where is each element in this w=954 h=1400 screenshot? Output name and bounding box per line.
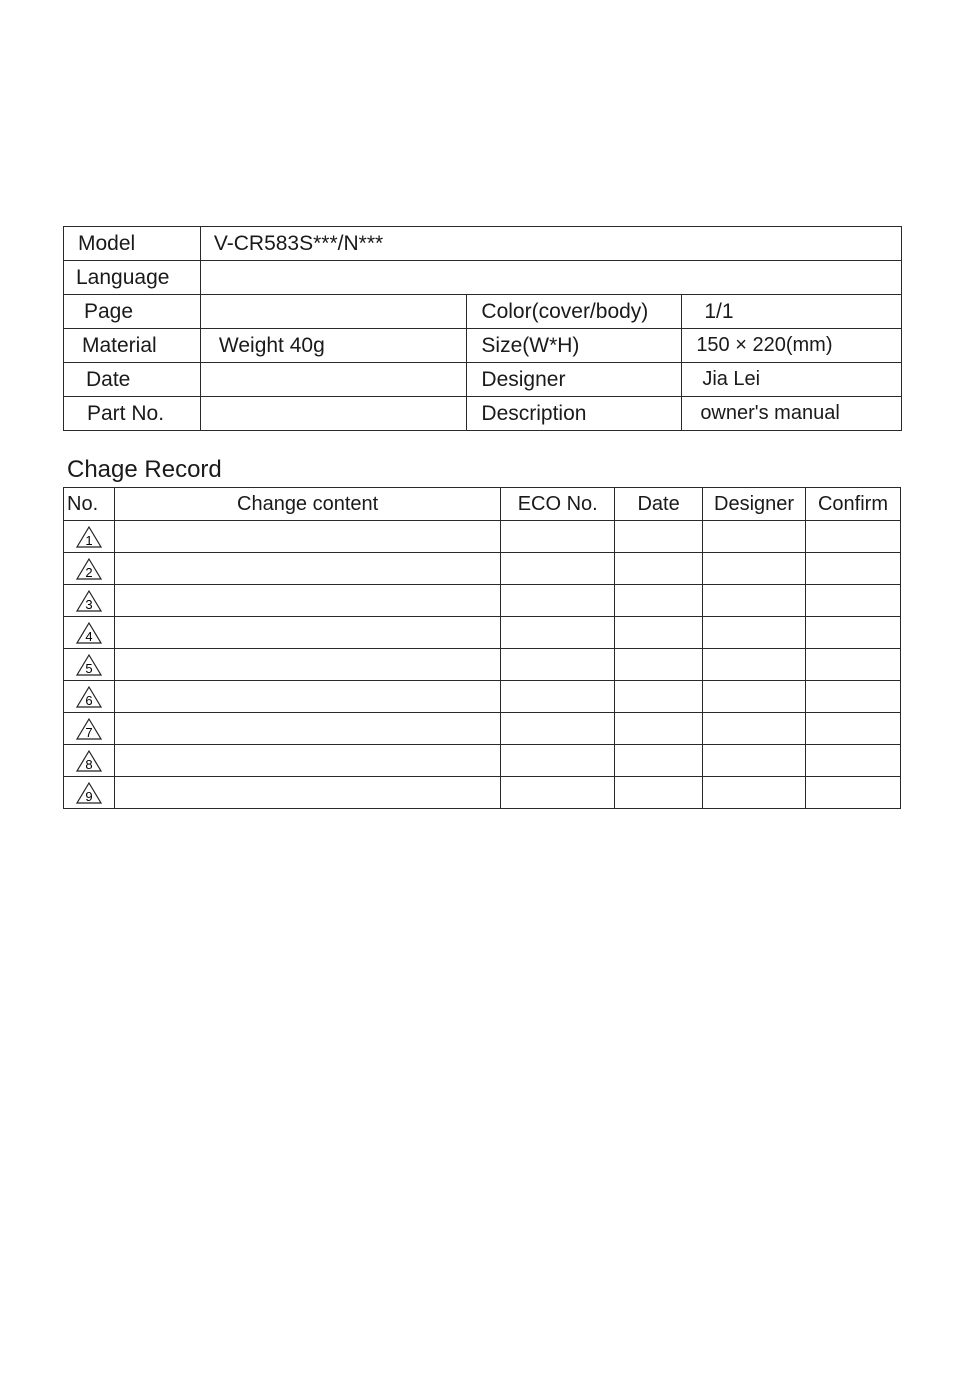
change-record-row <box>64 745 901 777</box>
change-content-cell <box>114 617 500 649</box>
change-record-row <box>64 585 901 617</box>
confirm-cell <box>806 617 901 649</box>
revision-triangle-icon <box>75 589 103 613</box>
eco-no-cell <box>501 681 615 713</box>
size-label: Size(W*H) <box>467 329 682 363</box>
date-cell <box>615 649 703 681</box>
designer-label: Designer <box>467 363 682 397</box>
confirm-cell <box>806 553 901 585</box>
eco-no-cell <box>501 745 615 777</box>
change-content-cell <box>114 521 500 553</box>
revision-number: 8 <box>85 756 93 772</box>
designer-cell <box>703 553 806 585</box>
revision-marker-cell <box>64 521 115 553</box>
designer-cell <box>703 681 806 713</box>
model-value: V-CR583S***/N*** <box>200 227 901 261</box>
revision-number: 1 <box>85 532 93 548</box>
eco-no-cell <box>501 521 615 553</box>
designer-cell <box>703 649 806 681</box>
revision-number: 2 <box>85 564 93 580</box>
date-cell <box>615 553 703 585</box>
revision-number: 5 <box>85 660 93 676</box>
date-cell <box>615 777 703 809</box>
spec-row-partno <box>64 397 902 431</box>
date-label: Date <box>64 363 201 397</box>
revision-number: 3 <box>85 596 93 612</box>
header-no: No. <box>64 488 115 521</box>
revision-marker-cell <box>64 553 115 585</box>
model-label: Model <box>64 227 201 261</box>
designer-cell <box>703 521 806 553</box>
change-content-cell <box>114 713 500 745</box>
date-cell <box>615 521 703 553</box>
change-record-title: Chage Record <box>67 456 222 483</box>
change-content-cell <box>114 649 500 681</box>
date-cell <box>615 617 703 649</box>
revision-triangle-icon <box>75 717 103 741</box>
size-value: 150 × 220(mm) <box>682 329 902 363</box>
color-value: 1/1 <box>682 295 902 329</box>
confirm-cell <box>806 777 901 809</box>
revision-marker-cell <box>64 649 115 681</box>
spec-row-material <box>64 329 902 363</box>
revision-marker-cell <box>64 585 115 617</box>
confirm-cell <box>806 521 901 553</box>
change-record-row <box>64 553 901 585</box>
change-record-row <box>64 681 901 713</box>
eco-no-cell <box>501 713 615 745</box>
eco-no-cell <box>501 585 615 617</box>
revision-triangle-icon <box>75 781 103 805</box>
revision-triangle-icon <box>75 685 103 709</box>
date-cell <box>615 745 703 777</box>
spec-row-model <box>64 227 902 261</box>
change-record-header <box>64 488 901 521</box>
change-content-cell <box>114 777 500 809</box>
page-label: Page <box>64 295 201 329</box>
change-record-row <box>64 777 901 809</box>
spec-row-page <box>64 295 902 329</box>
confirm-cell <box>806 681 901 713</box>
revision-marker-cell <box>64 617 115 649</box>
eco-no-cell <box>501 649 615 681</box>
revision-number: 4 <box>85 628 93 644</box>
change-record-row <box>64 521 901 553</box>
spec-row-language <box>64 261 902 295</box>
change-record-row <box>64 617 901 649</box>
color-label: Color(cover/body) <box>467 295 682 329</box>
date-value <box>200 363 467 397</box>
page-value <box>200 295 467 329</box>
designer-cell <box>703 745 806 777</box>
revision-marker-cell <box>64 777 115 809</box>
date-cell <box>615 681 703 713</box>
spec-table <box>63 226 902 431</box>
date-cell <box>615 585 703 617</box>
eco-no-cell <box>501 553 615 585</box>
header-designer: Designer <box>703 488 806 521</box>
material-value: Weight 40g <box>200 329 467 363</box>
language-label: Language <box>64 261 201 295</box>
confirm-cell <box>806 649 901 681</box>
description-label: Description <box>467 397 682 431</box>
designer-cell <box>703 777 806 809</box>
material-label: Material <box>64 329 201 363</box>
header-date: Date <box>615 488 703 521</box>
revision-triangle-icon <box>75 525 103 549</box>
designer-cell <box>703 585 806 617</box>
revision-number: 6 <box>85 692 93 708</box>
confirm-cell <box>806 745 901 777</box>
confirm-cell <box>806 713 901 745</box>
change-content-cell <box>114 553 500 585</box>
revision-triangle-icon <box>75 621 103 645</box>
change-record-row <box>64 713 901 745</box>
revision-number: 9 <box>85 788 93 804</box>
spec-row-date <box>64 363 902 397</box>
eco-no-cell <box>501 617 615 649</box>
change-record-table <box>63 487 901 809</box>
revision-triangle-icon <box>75 653 103 677</box>
revision-triangle-icon <box>75 749 103 773</box>
revision-marker-cell <box>64 745 115 777</box>
language-value <box>200 261 901 295</box>
date-cell <box>615 713 703 745</box>
change-content-cell <box>114 681 500 713</box>
header-confirm: Confirm <box>806 488 901 521</box>
designer-value: Jia Lei <box>682 363 902 397</box>
header-eco-no: ECO No. <box>501 488 615 521</box>
revision-marker-cell <box>64 713 115 745</box>
confirm-cell <box>806 585 901 617</box>
header-change-content: Change content <box>114 488 500 521</box>
designer-cell <box>703 713 806 745</box>
partno-label: Part No. <box>64 397 201 431</box>
revision-marker-cell <box>64 681 115 713</box>
eco-no-cell <box>501 777 615 809</box>
change-content-cell <box>114 585 500 617</box>
description-value: owner's manual <box>682 397 902 431</box>
designer-cell <box>703 617 806 649</box>
change-content-cell <box>114 745 500 777</box>
change-record-row <box>64 649 901 681</box>
revision-triangle-icon <box>75 557 103 581</box>
partno-value <box>200 397 467 431</box>
revision-number: 7 <box>85 724 93 740</box>
